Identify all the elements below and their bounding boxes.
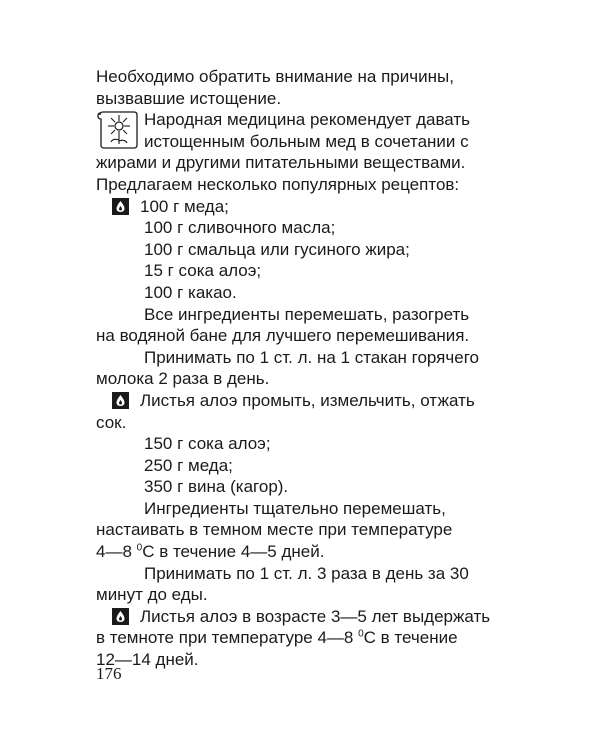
text-line-temperature — [96, 541, 501, 563]
text-line: 150 г сока алоэ; — [144, 434, 271, 454]
text-line: молока 2 раза в день. — [96, 369, 270, 389]
text-fragment: С в течение — [363, 628, 458, 648]
page-body — [96, 66, 501, 671]
degree-superscript: 0 — [136, 542, 143, 554]
text-line: жирами и другими питательными веществами. — [96, 153, 466, 173]
text-line: минут до еды. — [96, 585, 208, 605]
text-line: вызвавшие истощение. — [96, 88, 282, 108]
text-fragment: С в течение 4—5 дней. — [142, 542, 325, 562]
text-line: Необходимо обратить внимание на причины, — [96, 67, 454, 86]
text-line: Все ингредиенты перемешать, разогреть — [144, 304, 470, 324]
text-line: Народная медицина рекомендует давать — [144, 110, 471, 130]
text-line: Ингредиенты тщательно перемешать, — [144, 498, 446, 518]
text-fragment: 4—8 — [96, 542, 137, 562]
text-line: Принимать по 1 ст. л. 3 раза в день за 30 — [144, 563, 469, 583]
recipe-1-first-line — [96, 196, 501, 218]
recipe-3-first-line — [96, 606, 501, 628]
recipe-drop-icon — [112, 392, 129, 409]
text-line: на водяной бане для лучшего перемешивания. — [96, 326, 470, 346]
text-line: 100 г меда; — [140, 196, 229, 216]
degree-superscript: 0 — [358, 628, 364, 640]
text-line: 350 г вина (кагор). — [144, 477, 289, 497]
text-line-temperature — [96, 627, 501, 649]
recipe-drop-icon — [112, 608, 129, 625]
recipe-2-first-line — [96, 390, 501, 412]
text-line: Листья алоэ промыть, измельчить, отжать — [140, 390, 475, 410]
text-line: настаивать в темном месте при температуре — [96, 520, 453, 540]
folk-medicine-paragraph — [96, 109, 501, 131]
text-line: 15 г сока алоэ; — [144, 261, 262, 281]
text-line: Листья алоэ в возрасте 3—5 лет выдержать — [140, 606, 491, 626]
text-line: 100 г какао. — [144, 282, 237, 302]
text-line: истощенным больным мед в сочетании с — [144, 131, 469, 151]
text-line: 100 г смальца или гусиного жира; — [144, 239, 410, 259]
text-line: 12—14 дней. — [96, 650, 199, 670]
text-line: Предлагаем несколько популярных рецептов: — [96, 174, 460, 194]
page-number: 176 — [96, 664, 122, 683]
text-line: сок. — [96, 412, 127, 432]
text-line: 250 г меда; — [144, 455, 233, 475]
text-line: Принимать по 1 ст. л. на 1 стакан горячего — [144, 347, 479, 367]
recipe-drop-icon — [112, 198, 129, 215]
text-line: 100 г сливочного масла; — [144, 218, 336, 238]
text-fragment: в темноте при температуре 4—8 — [96, 628, 359, 648]
